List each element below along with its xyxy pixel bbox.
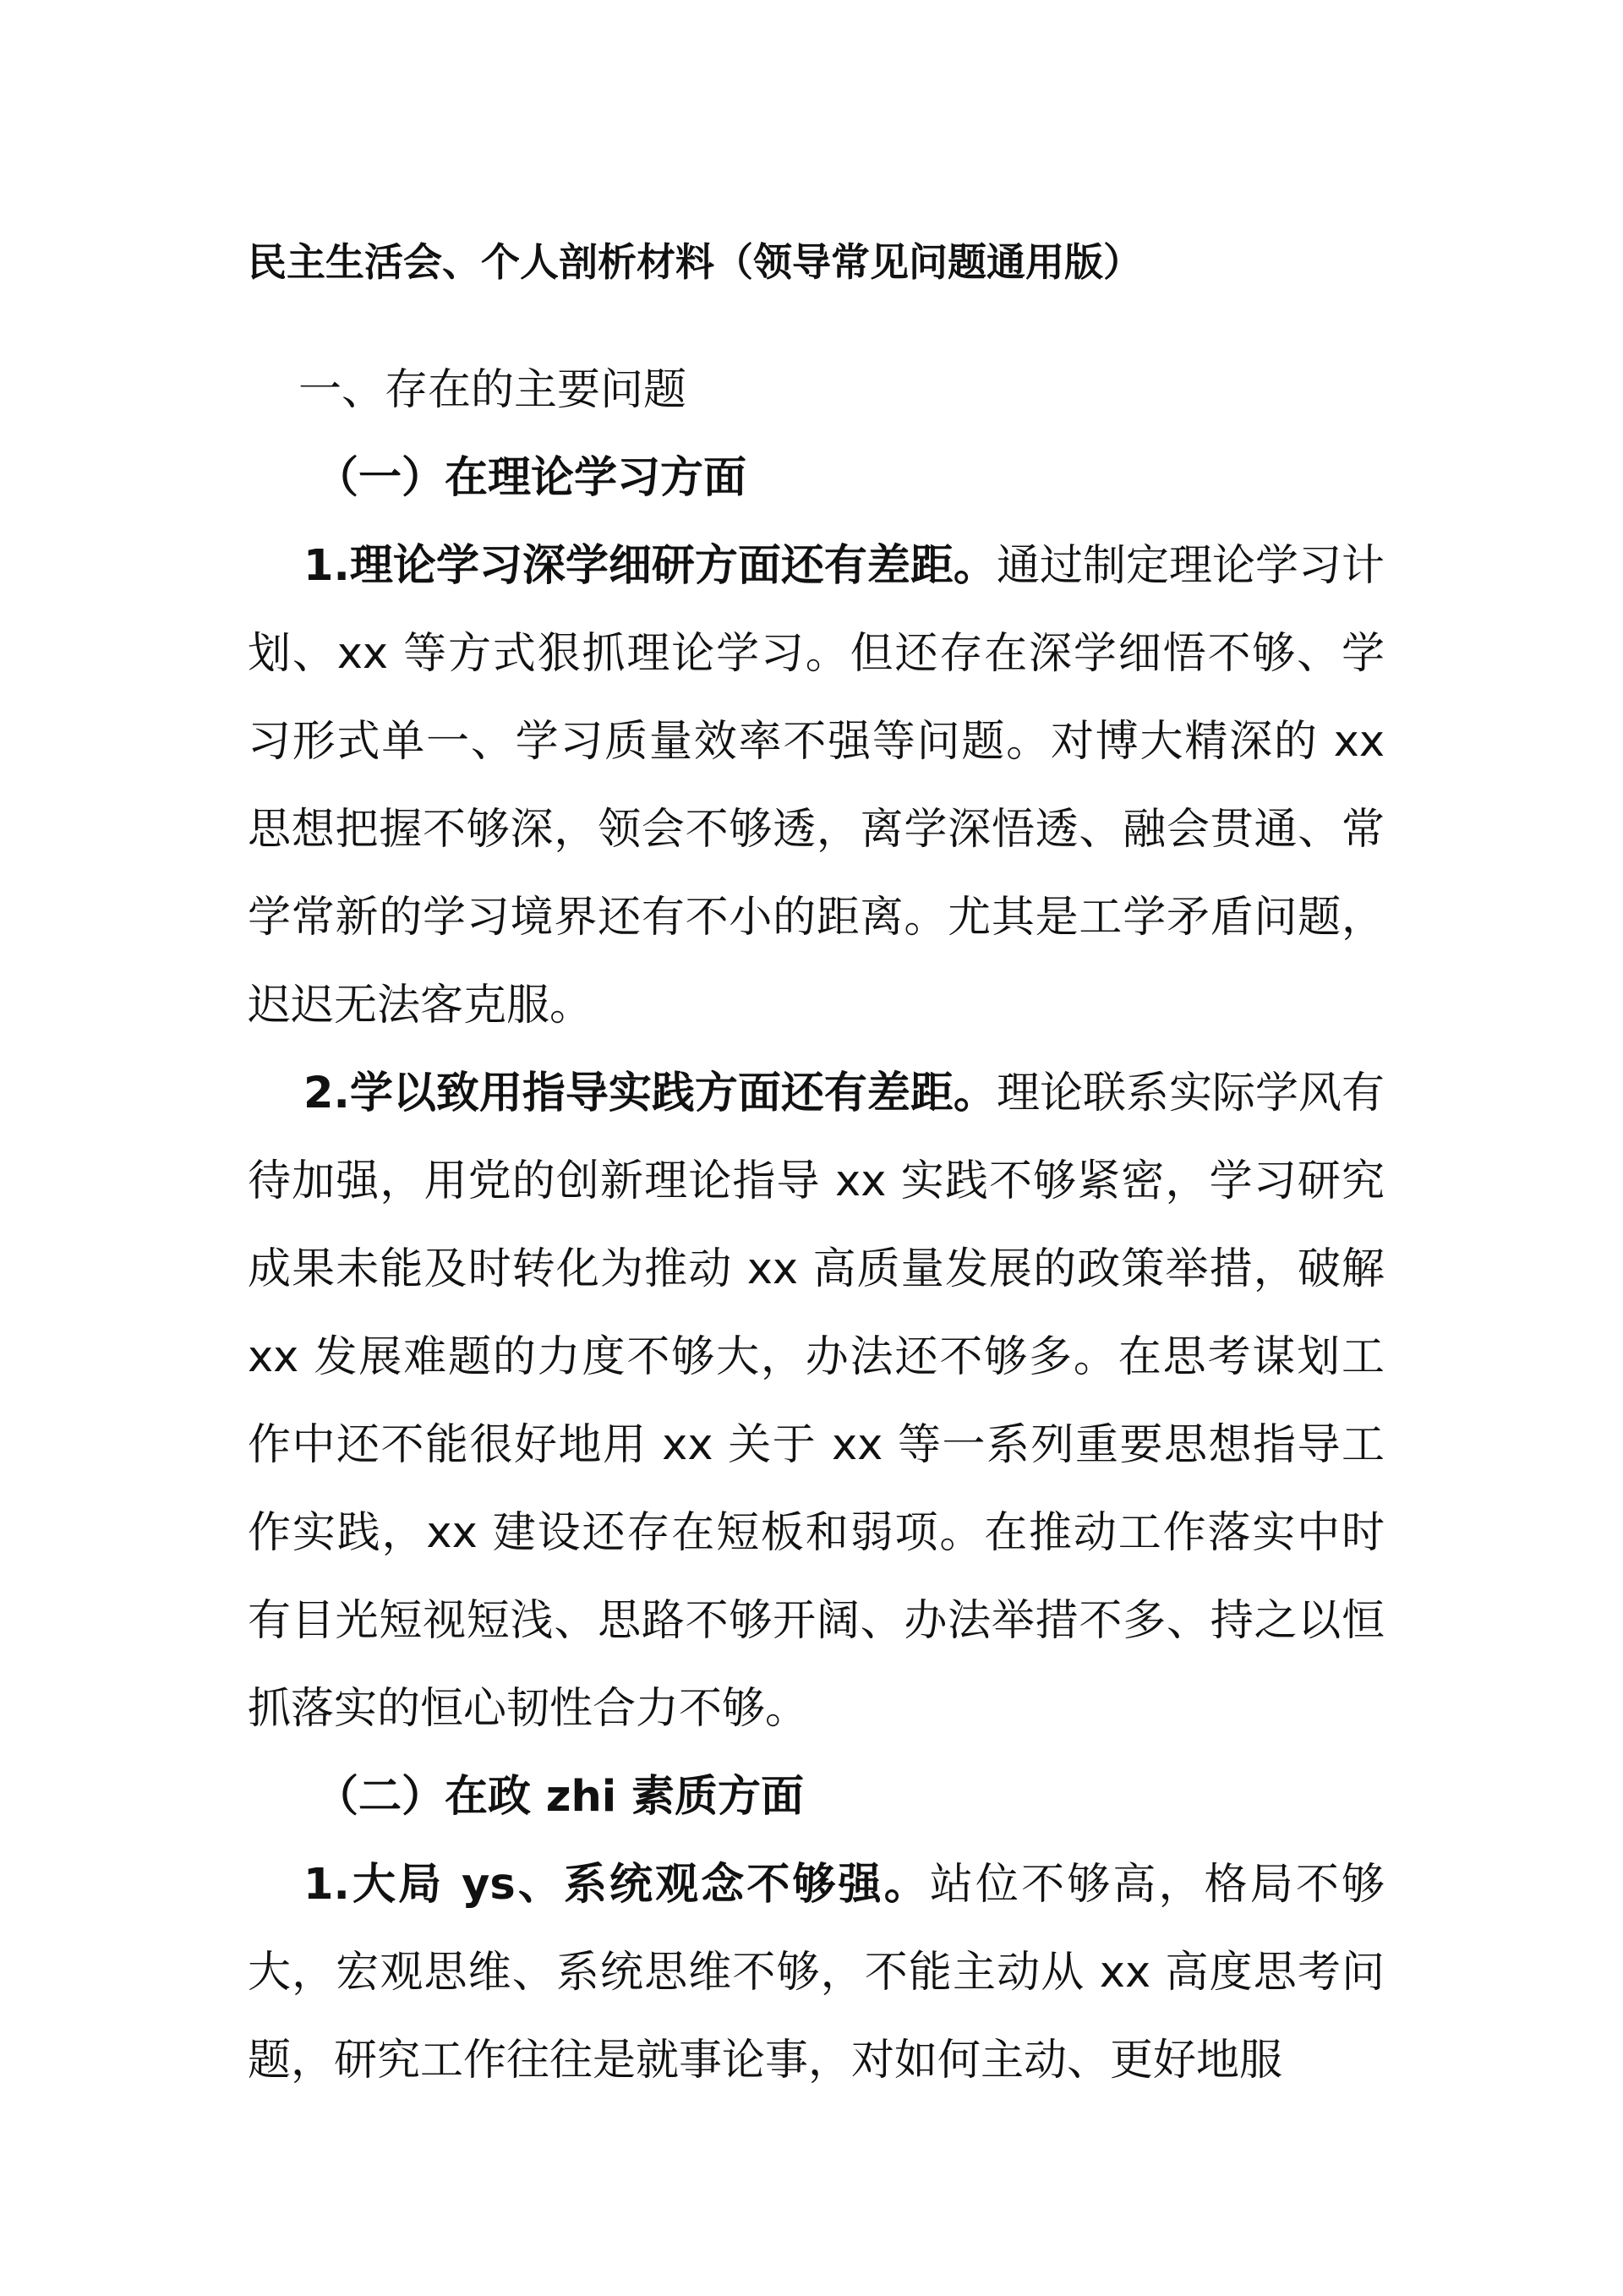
paragraph-overall-awareness [248,1841,1385,2105]
paragraph-body: 站位不够高，格局不够大，宏观思维、系统思维不够，不能主动从 xx 高度思考问题，研究工作往往是就事论事，对如何主动、更好地服 [248,1860,1385,2086]
document-title: 民主生活会、个人剖析材料（领导常见问题通用版） [248,239,1142,285]
paragraph-lead: 2.学以致用指导实践方面还有差距。 [303,1069,997,1118]
document-body [248,218,1385,2105]
paragraph-theory-study-depth [248,522,1385,1050]
paragraph-lead: 1.大局 ys、系统观念不够强。 [303,1860,930,1910]
subsection-heading-theory-study: （一）在理论学习方面 [315,453,747,503]
paragraph-lead: 1.理论学习深学细研方面还有差距。 [303,541,997,591]
subsection-heading-political-quality: （二）在政 zhi 素质方面 [315,1772,804,1822]
paragraph-body: 理论联系实际学风有待加强，用党的创新理论指导 xx 实践不够紧密，学习研究成果未能及时转化为推动 xx 高质量发展的政策举措，破解 xx 发展难题的力度不够大，办法还不够多。在思考谋划工作中还不能很好地用 xx 关于 xx 等一系列重要思想指导工作实践，xx 建设还存在短板和弱项。在推动工作落实中时有目光短视短浅、思路不够开阔、办法举措不多、持之以恒抓落实的恒心韧性合力不够。 [248,1069,1385,1734]
section-heading-main-problems: 一、存在的主要问题 [298,365,687,415]
paragraph-body: 通过制定理论学习计划、xx 等方式狠抓理论学习。但还存在深学细悟不够、学习形式单一、学习质量效率不强等问题。对博大精深的 xx 思想把握不够深，领会不够透，离学深悟透、融会贯通、常学常新的学习境界还有不小的距离。尤其是工学矛盾问题，迟迟无法客克服。 [248,541,1385,1030]
paragraph-apply-to-practice [248,1050,1385,1753]
